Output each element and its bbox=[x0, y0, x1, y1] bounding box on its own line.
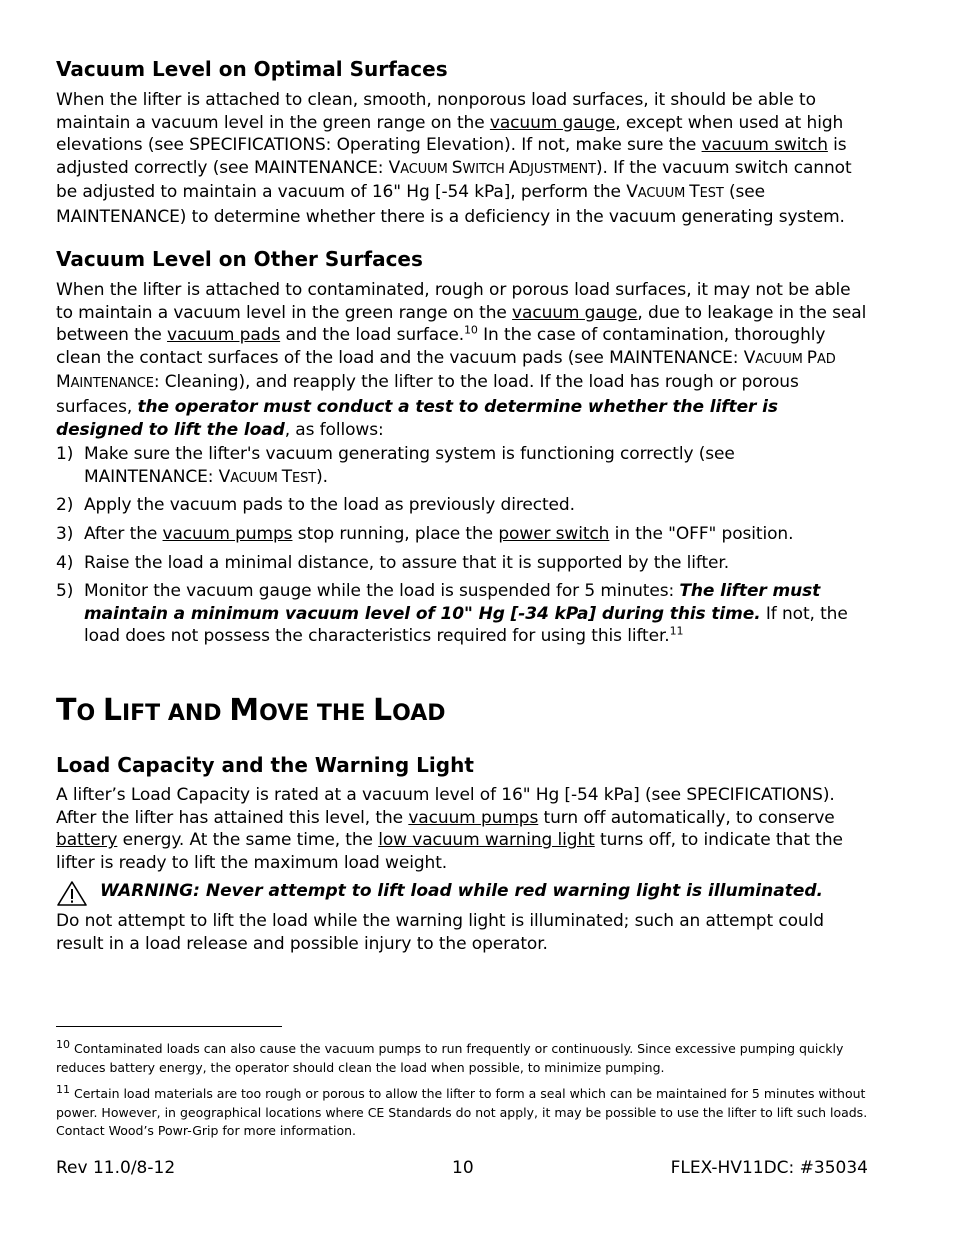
heading-other-surfaces: Vacuum Level on Other Surfaces bbox=[56, 247, 423, 271]
footnote-divider bbox=[56, 1026, 282, 1027]
paragraph-load-capacity: A lifter’s Load Capacity is rated at a vacuum level of 16" Hg [-54 kPa] (see SPECIFICATIONS). After the lifter has attained this level, the vacuum pumps turn off automatically, to conserve battery energy. At the same time, the low vacuum warning light turns off, to indicate that the lifter is ready to lift the maximum load weight. bbox=[56, 785, 843, 873]
paragraph-warning-detail: Do not attempt to lift the load while the warning light is illuminated; such an attempt could result in a load release and possible injury to the operator. bbox=[56, 911, 824, 954]
vacuum-gauge-link: vacuum gauge bbox=[489, 112, 616, 133]
heading-load-capacity: Load Capacity and the Warning Light bbox=[56, 753, 474, 777]
main-heading-lift-move-load: TO LIFT AND MOVE THE LOAD bbox=[56, 693, 446, 728]
vacuum-gauge-link: vacuum gauge bbox=[512, 302, 638, 323]
footer-revision: Rev 11.0/8-12 bbox=[56, 1158, 176, 1178]
paragraph-other-surfaces: When the lifter is attached to contaminated, rough or porous load surfaces, it may not be able to maintain a vacuum level in the green range on the vacuum gauge, due to leakage in the seal between the vacuum pads and the load surface.$^{10}$ In the case of contamination, thoroughly clean the contact surfaces of the load and the vacuum pads (see MAINTENANCE: VACUUM PAD MAINTENANCE: Cleaning), and reapply the lifter to the load. If the load has rough or porous surfaces, the operator must conduct a test to determine whether the lifter is designed to lift the load, as follows: bbox=[56, 280, 867, 440]
footer-doc-number: FLEX-HV11DC: #35034 bbox=[670, 1158, 868, 1178]
footnote-10: $^{10}$ Contaminated loads can also cause the vacuum pumps to run frequently or continuously. Since excessive pumping quickly reduces battery energy, the operator should clean the load when possible, to minimize pumping. bbox=[56, 1037, 844, 1075]
vacuum-pumps-link: vacuum pumps bbox=[408, 807, 539, 828]
footnote-11: $^{11}$ Certain load materials are too rough or porous to allow the lifter to form a seal which can be maintained for 5 minutes without power. However, in geographical locations where CE Standards do not apply, it may be possible to use the lifter to lift such loads. Contact Wood’s Powr-Grip for more information. bbox=[56, 1082, 868, 1138]
power-switch-link: power switch bbox=[498, 524, 610, 544]
paragraph-optimal-surfaces: When the lifter is attached to clean, smooth, nonporous load surfaces, it should be able to maintain a vacuum level in the green range on the vacuum gauge, except when used at high elevations (see SPECIFICATIONS: Operating Elevation). If not, make sure the vacuum switch is adjusted correctly (see MAINTENANCE: VACUUM SWITCH ADJUSTMENT). If the vacuum switch cannot be adjusted to maintain a vacuum of 16" Hg [-54 kPa], perform the VACUUM TEST (see MAINTENANCE) to determine whether there is a deficiency in the vacuum generating system. bbox=[56, 90, 852, 227]
minimum-vacuum-emphasis: The lifter must maintain a minimum vacuum level of 10" Hg [-34 kPa] during this time. bbox=[84, 581, 821, 624]
heading-optimal-surfaces: Vacuum Level on Optimal Surfaces bbox=[56, 57, 448, 81]
footnote-ref-10: 10 bbox=[464, 323, 478, 337]
vacuum-pumps-link: vacuum pumps bbox=[162, 524, 293, 544]
footnote-ref-11: 11 bbox=[669, 624, 684, 638]
battery-link: battery bbox=[56, 830, 118, 851]
footer-page-number: 10 bbox=[452, 1158, 474, 1178]
vacuum-switch-link: vacuum switch bbox=[701, 135, 828, 156]
low-vacuum-warning-light-link: low vacuum warning light bbox=[378, 830, 595, 851]
operator-test-emphasis: the operator must conduct a test to determine whether the lifter is designed to lift the load bbox=[56, 396, 778, 440]
warning-triangle-icon bbox=[56, 880, 88, 907]
warning-text: WARNING: Never attempt to lift load while red warning light is illuminated. bbox=[100, 881, 823, 901]
vacuum-pads-link: vacuum pads bbox=[167, 325, 281, 346]
